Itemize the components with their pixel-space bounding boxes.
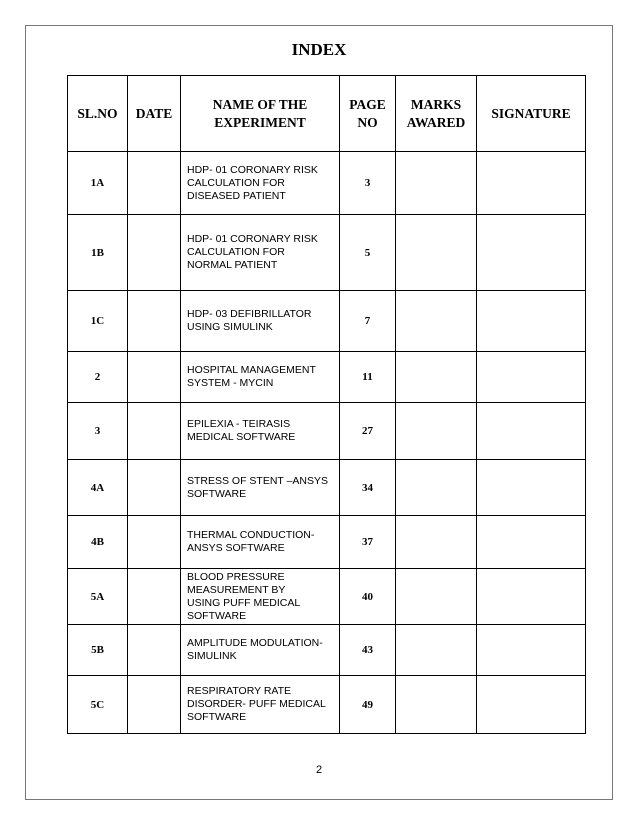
signature-cell bbox=[477, 460, 586, 516]
marks-cell bbox=[396, 152, 477, 215]
date-cell bbox=[128, 291, 181, 352]
page-no-cell: 5 bbox=[340, 215, 396, 291]
experiment-name-line: HDP- 01 CORONARY RISK bbox=[187, 233, 318, 245]
date-cell bbox=[128, 625, 181, 676]
header-experiment-name-line: NAME OF THE bbox=[212, 96, 308, 112]
experiment-name-line: MEDICAL SOFTWARE bbox=[187, 431, 296, 443]
date-cell bbox=[128, 152, 181, 215]
header-page-no bbox=[340, 76, 396, 152]
experiment-name-line: HOSPITAL MANAGEMENT bbox=[187, 364, 316, 376]
experiment-name-line: HDP- 03 DEFIBRILLATOR bbox=[187, 308, 312, 320]
page-no-cell: 40 bbox=[340, 569, 396, 625]
experiment-name-cell bbox=[181, 676, 340, 734]
table-row bbox=[68, 516, 586, 569]
page-no-cell: 7 bbox=[340, 291, 396, 352]
marks-cell bbox=[396, 291, 477, 352]
experiment-name-cell bbox=[181, 516, 340, 569]
signature-cell bbox=[477, 403, 586, 460]
experiment-name-line: CALCULATION FOR bbox=[187, 176, 285, 189]
experiment-name-line: SOFTWARE bbox=[187, 487, 247, 500]
experiment-name-line: HDP- 01 CORONARY RISK bbox=[187, 163, 318, 176]
sl-no-cell: 5A bbox=[68, 569, 128, 625]
table-row bbox=[68, 676, 586, 734]
experiment-name-line: STRESS OF STENT –ANSYS bbox=[187, 474, 329, 487]
date-cell bbox=[128, 403, 181, 460]
experiment-name-cell bbox=[181, 352, 340, 403]
experiment-name-cell bbox=[181, 625, 340, 676]
signature-cell bbox=[477, 676, 586, 734]
experiment-name-line: SYSTEM - MYCIN bbox=[187, 377, 274, 389]
table-header-row bbox=[68, 76, 586, 152]
date-cell bbox=[128, 676, 181, 734]
signature-cell bbox=[477, 625, 586, 676]
experiment-name-line: SOFTWARE bbox=[187, 711, 247, 723]
table-row bbox=[68, 215, 586, 291]
signature-cell bbox=[477, 352, 586, 403]
experiment-name-line: RESPIRATORY RATE bbox=[187, 685, 292, 697]
marks-cell bbox=[396, 460, 477, 516]
header-experiment-name bbox=[181, 76, 340, 152]
page-no-cell: 27 bbox=[340, 403, 396, 460]
experiment-name-cell bbox=[181, 569, 340, 625]
marks-cell bbox=[396, 215, 477, 291]
date-cell bbox=[128, 460, 181, 516]
header-sl-no: SL.NO bbox=[68, 76, 128, 152]
experiment-name-line: EPILEXIA - TEIRASIS bbox=[187, 418, 291, 430]
header-date: DATE bbox=[128, 76, 181, 152]
page-no-cell: 11 bbox=[340, 352, 396, 403]
header-signature: SIGNATURE bbox=[477, 76, 586, 152]
sl-no-cell: 3 bbox=[68, 403, 128, 460]
signature-cell bbox=[477, 516, 586, 569]
experiment-name-line: SOFTWARE bbox=[187, 609, 247, 622]
page-no-cell: 43 bbox=[340, 625, 396, 676]
experiment-name-line: AMPLITUDE MODULATION- bbox=[187, 637, 323, 649]
marks-cell bbox=[396, 516, 477, 569]
sl-no-cell: 5B bbox=[68, 625, 128, 676]
page-no-cell: 34 bbox=[340, 460, 396, 516]
page-no-cell: 49 bbox=[340, 676, 396, 734]
experiment-name-line: MEASUREMENT BY bbox=[187, 583, 286, 596]
sl-no-cell: 4A bbox=[68, 460, 128, 516]
sl-no-cell: 5C bbox=[68, 676, 128, 734]
page-no-cell: 3 bbox=[340, 152, 396, 215]
sl-no-cell: 4B bbox=[68, 516, 128, 569]
page-number: 2 bbox=[315, 764, 323, 776]
marks-cell bbox=[396, 676, 477, 734]
table-row bbox=[68, 152, 586, 215]
table-row bbox=[68, 569, 586, 625]
index-table bbox=[67, 75, 586, 734]
experiment-name-cell bbox=[181, 291, 340, 352]
experiment-name-line: DISORDER- PUFF MEDICAL bbox=[187, 698, 326, 710]
experiment-name-line: USING SIMULINK bbox=[187, 321, 273, 333]
date-cell bbox=[128, 569, 181, 625]
header-page-no-line: PAGE bbox=[349, 96, 386, 112]
marks-cell bbox=[396, 625, 477, 676]
sl-no-cell: 1C bbox=[68, 291, 128, 352]
experiment-name-line: ANSYS SOFTWARE bbox=[187, 542, 285, 554]
table-row bbox=[68, 403, 586, 460]
header-experiment-name-line: EXPERIMENT bbox=[214, 114, 306, 130]
experiment-name-line: USING PUFF MEDICAL bbox=[187, 596, 301, 609]
header-marks-line: MARKS bbox=[410, 96, 462, 112]
experiment-name-cell bbox=[181, 403, 340, 460]
index-title: INDEX bbox=[291, 40, 347, 59]
table-row bbox=[68, 291, 586, 352]
experiment-name-line: THERMAL CONDUCTION- bbox=[187, 529, 315, 541]
date-cell bbox=[128, 516, 181, 569]
sl-no-cell: 1B bbox=[68, 215, 128, 291]
experiment-name-cell bbox=[181, 460, 340, 516]
table-row bbox=[68, 352, 586, 403]
table-row bbox=[68, 460, 586, 516]
sl-no-cell: 1A bbox=[68, 152, 128, 215]
signature-cell bbox=[477, 152, 586, 215]
signature-cell bbox=[477, 291, 586, 352]
header-marks-awarded bbox=[396, 76, 477, 152]
experiment-name-line: NORMAL PATIENT bbox=[187, 259, 278, 271]
marks-cell bbox=[396, 352, 477, 403]
date-cell bbox=[128, 352, 181, 403]
experiment-name-line: CALCULATION FOR bbox=[187, 246, 285, 258]
page-no-cell: 37 bbox=[340, 516, 396, 569]
marks-cell bbox=[396, 403, 477, 460]
experiment-name-line: BLOOD PRESSURE bbox=[187, 570, 285, 583]
date-cell bbox=[128, 215, 181, 291]
header-page-no-line: NO bbox=[357, 114, 378, 130]
signature-cell bbox=[477, 569, 586, 625]
experiment-name-cell bbox=[181, 215, 340, 291]
experiment-name-line: SIMULINK bbox=[187, 650, 237, 662]
experiment-name-line: DISEASED PATIENT bbox=[187, 189, 286, 202]
signature-cell bbox=[477, 215, 586, 291]
table-row bbox=[68, 625, 586, 676]
header-marks-line: AWARED bbox=[406, 114, 466, 130]
sl-no-cell: 2 bbox=[68, 352, 128, 403]
marks-cell bbox=[396, 569, 477, 625]
experiment-name-cell bbox=[181, 152, 340, 215]
